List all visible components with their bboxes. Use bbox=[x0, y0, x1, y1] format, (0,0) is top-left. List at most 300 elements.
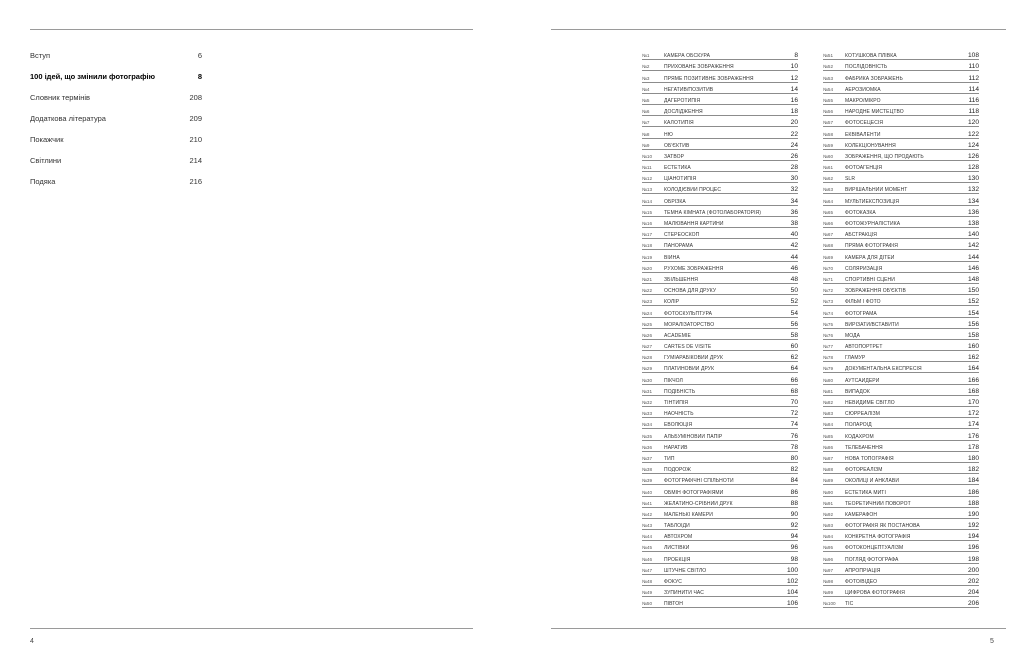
idea-page: 150 bbox=[967, 287, 979, 295]
idea-page: 20 bbox=[790, 119, 798, 127]
idea-row bbox=[823, 217, 979, 228]
idea-title: ПОГЛЯД ФОТОГРАФА bbox=[845, 556, 899, 563]
idea-title: ПІВТОН bbox=[664, 601, 683, 608]
idea-row bbox=[823, 127, 979, 138]
idea-number: №64 bbox=[823, 198, 834, 204]
idea-number: №86 bbox=[823, 444, 834, 450]
idea-number: №75 bbox=[823, 321, 834, 327]
idea-number: №4 bbox=[642, 86, 650, 92]
idea-row bbox=[642, 49, 798, 60]
idea-title: КОЛІР bbox=[664, 299, 680, 306]
idea-row bbox=[823, 407, 979, 418]
toc-entry-page: 8 bbox=[197, 72, 202, 81]
idea-row bbox=[642, 183, 798, 194]
idea-title: СПОРТИВНІ СЦЕНИ bbox=[845, 276, 895, 283]
idea-number: №65 bbox=[823, 209, 834, 215]
idea-page: 24 bbox=[790, 141, 798, 149]
idea-row bbox=[642, 552, 798, 563]
idea-row bbox=[823, 250, 979, 261]
idea-page: 100 bbox=[786, 566, 798, 574]
idea-row bbox=[642, 407, 798, 418]
idea-title: ОСНОВА ДЛЯ ДРУКУ bbox=[664, 288, 717, 295]
idea-row bbox=[642, 284, 798, 295]
idea-page: 32 bbox=[790, 186, 798, 194]
idea-number: №7 bbox=[642, 120, 650, 126]
idea-title: СТЕРЕОСКОП bbox=[664, 232, 700, 239]
idea-number: №73 bbox=[823, 299, 834, 305]
idea-number: №33 bbox=[642, 411, 653, 417]
idea-title: ПОЛАРОЇД bbox=[845, 422, 872, 429]
idea-number: №84 bbox=[823, 422, 834, 428]
idea-number: №79 bbox=[823, 366, 834, 372]
idea-title: ВІЙНА bbox=[664, 254, 680, 261]
idea-page: 82 bbox=[790, 466, 798, 474]
idea-row bbox=[642, 385, 798, 396]
idea-page: 48 bbox=[790, 275, 798, 283]
idea-number: №74 bbox=[823, 310, 834, 316]
toc-entry-title: Вступ bbox=[30, 51, 51, 60]
idea-title: ТІНТИПІЯ bbox=[664, 400, 689, 406]
idea-title: ACADÉMIE bbox=[664, 332, 691, 339]
idea-number: №41 bbox=[642, 500, 653, 506]
idea-title: ПОСЛІДОВНІСТЬ bbox=[845, 64, 888, 71]
idea-row bbox=[823, 385, 979, 396]
idea-number: №62 bbox=[823, 176, 834, 182]
idea-page: 92 bbox=[790, 522, 798, 530]
idea-title: ФОТОАГЕНЦІЯ bbox=[845, 165, 883, 172]
idea-title: НЮ bbox=[664, 131, 673, 138]
idea-title: АПРОПРІАЦІЯ bbox=[845, 567, 881, 574]
idea-page: 42 bbox=[790, 242, 798, 250]
idea-number: №36 bbox=[642, 444, 653, 450]
idea-page: 142 bbox=[967, 242, 979, 250]
idea-title: ЗБІЛЬШЕННЯ bbox=[664, 276, 699, 283]
idea-title: РУХОМЕ ЗОБРАЖЕННЯ bbox=[664, 265, 724, 272]
idea-page: 94 bbox=[790, 533, 798, 541]
idea-row bbox=[642, 116, 798, 127]
idea-row bbox=[642, 396, 798, 407]
idea-page: 154 bbox=[967, 309, 979, 317]
idea-title: ФОТОГРАМА bbox=[845, 310, 877, 317]
idea-number: №87 bbox=[823, 455, 834, 461]
idea-number: №20 bbox=[642, 265, 653, 271]
idea-number: №35 bbox=[642, 433, 653, 439]
idea-page: 104 bbox=[786, 589, 798, 597]
idea-row bbox=[823, 575, 979, 586]
idea-title: ФАБРИКА ЗОБРАЖЕНЬ bbox=[845, 75, 903, 82]
idea-title: МУЛЬТИЕКСПОЗИЦІЯ bbox=[845, 198, 900, 205]
idea-page: 74 bbox=[790, 421, 798, 429]
idea-row bbox=[823, 228, 979, 239]
idea-number: №2 bbox=[642, 64, 650, 70]
toc-entry bbox=[30, 154, 202, 175]
toc-entry bbox=[30, 112, 202, 133]
idea-page: 90 bbox=[790, 510, 798, 518]
idea-title: ВИПАДОК bbox=[845, 388, 870, 395]
idea-title: ОКОЛИЦІ Й АНКЛАВИ bbox=[845, 478, 900, 485]
idea-number: №15 bbox=[642, 209, 653, 215]
idea-row bbox=[823, 530, 979, 541]
idea-title: ОБРІЗКА bbox=[664, 198, 686, 205]
idea-number: №51 bbox=[823, 53, 834, 59]
idea-number: №45 bbox=[642, 545, 653, 551]
idea-number: №1 bbox=[642, 53, 650, 59]
idea-page: 138 bbox=[967, 220, 979, 227]
idea-number: №81 bbox=[823, 388, 834, 394]
idea-page: 12 bbox=[790, 74, 798, 82]
idea-title: ДОСЛІДЖЕННЯ bbox=[664, 109, 703, 116]
idea-page: 130 bbox=[967, 175, 979, 183]
idea-row bbox=[823, 295, 979, 306]
idea-page: 136 bbox=[967, 208, 979, 216]
idea-row bbox=[642, 441, 798, 452]
idea-title: НАРАТИВ bbox=[664, 444, 688, 451]
idea-row bbox=[823, 161, 979, 172]
idea-row bbox=[642, 586, 798, 597]
idea-number: №6 bbox=[642, 109, 650, 115]
idea-title: ГЛАМУР bbox=[845, 355, 866, 362]
toc-entry-title: 100 ідей, що змінили фотографію bbox=[30, 72, 155, 81]
idea-page: 38 bbox=[790, 220, 798, 227]
idea-number: №71 bbox=[823, 276, 834, 282]
idea-title: ВИРІЗАТИ/ВСТАВИТИ bbox=[845, 321, 899, 328]
idea-title: ФОТОСКУЛЬПТУРА bbox=[664, 310, 713, 317]
idea-row bbox=[823, 239, 979, 250]
idea-title: ПРОЕКЦІЯ bbox=[664, 556, 691, 563]
idea-number: №97 bbox=[823, 567, 834, 573]
idea-title: КОНКРЕТНА ФОТОГРАФІЯ bbox=[845, 534, 911, 541]
idea-row bbox=[642, 508, 798, 519]
idea-title: НЕВИДИМЕ СВІТЛО bbox=[845, 400, 895, 406]
idea-number: №67 bbox=[823, 232, 834, 238]
idea-row bbox=[823, 94, 979, 105]
idea-row bbox=[642, 105, 798, 116]
idea-title: ФОТОЖУРНАЛІСТИКА bbox=[845, 221, 901, 227]
toc-entry bbox=[30, 49, 202, 70]
idea-page: 200 bbox=[967, 566, 979, 574]
idea-number: №58 bbox=[823, 131, 834, 137]
idea-page: 102 bbox=[786, 578, 798, 585]
idea-row bbox=[642, 564, 798, 575]
idea-page: 126 bbox=[967, 152, 979, 160]
idea-row bbox=[823, 340, 979, 351]
idea-page: 96 bbox=[790, 544, 798, 552]
right-page bbox=[512, 0, 1024, 658]
idea-number: №54 bbox=[823, 86, 834, 92]
idea-row bbox=[823, 373, 979, 384]
idea-row bbox=[823, 519, 979, 530]
idea-page: 198 bbox=[967, 555, 979, 563]
idea-title: ЛИСТІВКИ bbox=[664, 545, 690, 552]
idea-title: ЖЕЛАТИНО-СРІБНИЙ ДРУК bbox=[664, 500, 733, 507]
idea-number: №34 bbox=[642, 422, 653, 428]
idea-number: №8 bbox=[642, 131, 650, 137]
idea-title: ТАБЛОЇДИ bbox=[664, 523, 690, 530]
idea-row bbox=[823, 463, 979, 474]
idea-page: 88 bbox=[790, 499, 798, 507]
idea-number: №26 bbox=[642, 332, 653, 338]
idea-page: 172 bbox=[967, 410, 979, 418]
idea-page: 64 bbox=[790, 365, 798, 373]
idea-row bbox=[823, 474, 979, 485]
idea-row bbox=[823, 497, 979, 508]
idea-title: ПЛАТИНОВИЙ ДРУК bbox=[664, 366, 715, 373]
idea-row bbox=[642, 83, 798, 94]
toc-entry-title: Подяка bbox=[30, 177, 56, 186]
idea-number: №90 bbox=[823, 489, 834, 495]
idea-row bbox=[642, 575, 798, 586]
idea-number: №70 bbox=[823, 265, 834, 271]
idea-page: 192 bbox=[967, 522, 979, 530]
idea-number: №88 bbox=[823, 467, 834, 473]
idea-number: №49 bbox=[642, 590, 653, 596]
idea-number: №52 bbox=[823, 64, 834, 70]
idea-number: №19 bbox=[642, 254, 653, 260]
idea-title: КАЛОТИПІЯ bbox=[664, 120, 694, 127]
idea-page: 40 bbox=[790, 231, 798, 239]
idea-number: №72 bbox=[823, 288, 834, 294]
idea-page: 188 bbox=[967, 499, 979, 507]
ideas-column-2 bbox=[823, 49, 979, 608]
idea-page: 196 bbox=[967, 544, 979, 552]
idea-row bbox=[642, 206, 798, 217]
idea-page: 26 bbox=[790, 152, 798, 160]
idea-title: АЕРОЗЙОМКА bbox=[845, 86, 881, 93]
idea-title: ПРЯМА ФОТОГРАФІЯ bbox=[845, 243, 899, 250]
idea-number: №44 bbox=[642, 534, 653, 540]
idea-number: №99 bbox=[823, 590, 834, 596]
idea-row bbox=[823, 418, 979, 429]
idea-number: №78 bbox=[823, 355, 834, 361]
idea-title: ДАГЕРОТИПІЯ bbox=[664, 97, 701, 104]
idea-title: ЦИФРОВА ФОТОГРАФІЯ bbox=[845, 590, 905, 597]
idea-title: ДОКУМЕНТАЛЬНА ЕКСПРЕСІЯ bbox=[845, 366, 922, 373]
idea-row bbox=[642, 262, 798, 273]
idea-title: ЗОБРАЖЕННЯ, ЩО ПРОДАЮТЬ bbox=[845, 153, 924, 160]
idea-row bbox=[823, 262, 979, 273]
idea-page: 44 bbox=[790, 253, 798, 261]
idea-number: №29 bbox=[642, 366, 653, 372]
idea-title: СОЛЯРИЗАЦІЯ bbox=[845, 265, 883, 272]
idea-page: 204 bbox=[967, 589, 979, 597]
idea-row bbox=[642, 60, 798, 71]
idea-number: №23 bbox=[642, 299, 653, 305]
idea-row bbox=[823, 284, 979, 295]
idea-number: №18 bbox=[642, 243, 653, 249]
idea-title: МАЛЕНЬКІ КАМЕРИ bbox=[664, 511, 713, 518]
idea-title: ФІЛЬМ І ФОТО bbox=[845, 299, 881, 306]
table-of-contents bbox=[30, 49, 202, 196]
idea-page: 178 bbox=[967, 443, 979, 451]
idea-row bbox=[823, 441, 979, 452]
idea-number: №39 bbox=[642, 478, 653, 484]
idea-row bbox=[823, 150, 979, 161]
idea-page: 176 bbox=[967, 432, 979, 440]
idea-title: ФОТОГРАФІЯ ЯК ПОСТАНОВА bbox=[845, 523, 920, 530]
idea-page: 124 bbox=[967, 141, 979, 149]
idea-row bbox=[823, 172, 979, 183]
idea-page: 168 bbox=[967, 387, 979, 395]
idea-row bbox=[642, 418, 798, 429]
idea-number: №3 bbox=[642, 75, 650, 81]
idea-title: НАОЧНІСТЬ bbox=[664, 411, 694, 418]
toc-entry bbox=[30, 133, 202, 154]
idea-row bbox=[823, 552, 979, 563]
idea-page: 18 bbox=[790, 108, 798, 116]
idea-page: 54 bbox=[790, 309, 798, 317]
idea-row bbox=[823, 71, 979, 82]
idea-number: №83 bbox=[823, 411, 834, 417]
ideas-column-1 bbox=[642, 49, 798, 608]
idea-title: ЦІАНОТИПІЯ bbox=[664, 176, 697, 183]
idea-number: №14 bbox=[642, 198, 653, 204]
idea-row bbox=[642, 373, 798, 384]
idea-title: ФОТОКАЗКА bbox=[845, 209, 876, 216]
idea-number: №48 bbox=[642, 579, 653, 584]
idea-title: ПІКЧОЛ bbox=[664, 377, 683, 384]
idea-row bbox=[642, 71, 798, 82]
idea-title: ЗОБРАЖЕННЯ ОБ'ЄКТІВ bbox=[845, 288, 906, 295]
idea-title: TIC bbox=[845, 601, 854, 608]
idea-page: 52 bbox=[790, 298, 798, 306]
idea-row bbox=[642, 150, 798, 161]
idea-page: 110 bbox=[968, 63, 979, 71]
idea-number: №50 bbox=[642, 601, 653, 607]
idea-row bbox=[642, 519, 798, 530]
idea-page: 128 bbox=[967, 164, 979, 172]
idea-number: №69 bbox=[823, 254, 834, 260]
idea-title: ПРИХОВАНЕ ЗОБРАЖЕННЯ bbox=[664, 64, 734, 71]
idea-row bbox=[823, 49, 979, 60]
idea-row bbox=[642, 530, 798, 541]
idea-title: ТИП bbox=[664, 455, 675, 462]
idea-page: 62 bbox=[790, 354, 798, 362]
idea-row bbox=[642, 497, 798, 508]
top-rule bbox=[551, 29, 1006, 30]
idea-number: №10 bbox=[642, 153, 653, 159]
idea-row bbox=[823, 194, 979, 205]
idea-row bbox=[823, 597, 979, 608]
idea-title: ТЕЛЕБАЧЕННЯ bbox=[845, 444, 883, 451]
idea-page: 50 bbox=[790, 287, 798, 295]
idea-number: №32 bbox=[642, 400, 653, 405]
idea-page: 180 bbox=[967, 454, 979, 462]
idea-number: №5 bbox=[642, 97, 650, 103]
idea-page: 116 bbox=[968, 96, 979, 104]
idea-page: 122 bbox=[967, 130, 979, 138]
idea-number: №11 bbox=[642, 165, 652, 171]
idea-row bbox=[642, 239, 798, 250]
idea-page: 70 bbox=[790, 399, 798, 406]
idea-page: 120 bbox=[967, 119, 979, 127]
idea-title: АБСТРАКЦІЯ bbox=[845, 232, 878, 239]
idea-row bbox=[823, 318, 979, 329]
idea-number: №16 bbox=[642, 221, 653, 226]
idea-row bbox=[823, 139, 979, 150]
idea-page: 58 bbox=[790, 331, 798, 339]
idea-page: 206 bbox=[967, 600, 979, 608]
toc-entry-title: Словник термінів bbox=[30, 93, 91, 102]
idea-row bbox=[642, 161, 798, 172]
idea-title: ФОКУС bbox=[664, 579, 682, 585]
idea-number: №89 bbox=[823, 478, 834, 484]
idea-title: МОРАЛІЗАТОРСТВО bbox=[664, 321, 715, 328]
idea-row bbox=[823, 329, 979, 340]
idea-row bbox=[823, 586, 979, 597]
idea-page: 174 bbox=[967, 421, 979, 429]
idea-number: №55 bbox=[823, 97, 834, 103]
idea-row bbox=[823, 564, 979, 575]
idea-page: 106 bbox=[786, 600, 798, 608]
idea-number: №21 bbox=[642, 276, 653, 282]
toc-entry bbox=[30, 91, 202, 112]
idea-row bbox=[642, 541, 798, 552]
idea-page: 86 bbox=[790, 488, 798, 496]
idea-page: 140 bbox=[967, 231, 979, 239]
idea-page: 152 bbox=[967, 298, 979, 306]
idea-title: ВИРІШАЛЬНИЙ МОМЕНТ bbox=[845, 187, 908, 194]
idea-page: 66 bbox=[790, 376, 798, 384]
idea-number: №59 bbox=[823, 142, 834, 148]
idea-title: КОЛОДІЄВИЙ ПРОЦЕС bbox=[664, 187, 722, 194]
idea-title: ПОДОРОЖ bbox=[664, 467, 691, 474]
idea-row bbox=[642, 351, 798, 362]
idea-title: ПОДІБНІСТЬ bbox=[664, 388, 696, 395]
idea-number: №46 bbox=[642, 556, 653, 562]
idea-page: 80 bbox=[790, 454, 798, 462]
bottom-rule bbox=[551, 628, 1006, 629]
idea-page: 182 bbox=[967, 466, 979, 474]
page-number: 5 bbox=[990, 638, 994, 645]
idea-title: КАМЕРА ДЛЯ ДІТЕЙ bbox=[845, 254, 895, 261]
idea-row bbox=[642, 295, 798, 306]
idea-page: 202 bbox=[967, 578, 979, 585]
idea-title: КОЛЕКЦІОНУВАННЯ bbox=[845, 142, 896, 149]
toc-entry-page: 6 bbox=[197, 51, 202, 60]
idea-title: МАКРО/МІКРО bbox=[845, 97, 881, 104]
idea-page: 78 bbox=[790, 443, 798, 451]
idea-number: №80 bbox=[823, 377, 834, 383]
idea-title: АЛЬБУМІНОВИЙ ПАПІР bbox=[664, 433, 723, 440]
toc-entry-title: Світлини bbox=[30, 156, 62, 165]
idea-page: 164 bbox=[967, 365, 979, 373]
idea-title: CARTES DE VISITE bbox=[664, 344, 712, 351]
idea-title: ГУМІАРАБІКОВИЙ ДРУК bbox=[664, 355, 724, 362]
idea-row bbox=[642, 273, 798, 284]
idea-title: ТЕОРЕТИЧНИЙ ПОВОРОТ bbox=[845, 500, 911, 507]
idea-page: 184 bbox=[967, 477, 979, 485]
idea-title: МОДА bbox=[845, 332, 861, 339]
idea-row bbox=[823, 83, 979, 94]
idea-title: ФОТОГРАФІЧНІ СПІЛЬНОТИ bbox=[664, 478, 734, 485]
idea-title: КАМЕРАФОН bbox=[845, 511, 878, 518]
idea-number: №91 bbox=[823, 500, 834, 506]
idea-title: ЕСТЕТИКА bbox=[664, 165, 691, 172]
idea-number: №53 bbox=[823, 75, 834, 81]
idea-number: №37 bbox=[642, 455, 653, 461]
idea-row bbox=[823, 351, 979, 362]
idea-page: 194 bbox=[967, 533, 979, 541]
idea-title: НЕГАТИВ/ПОЗИТИВ bbox=[664, 86, 714, 93]
idea-page: 144 bbox=[967, 253, 979, 261]
toc-entry-title: Покажчик bbox=[30, 135, 64, 144]
idea-row bbox=[823, 485, 979, 496]
idea-number: №25 bbox=[642, 321, 653, 327]
idea-row bbox=[642, 463, 798, 474]
idea-row bbox=[642, 228, 798, 239]
idea-page: 16 bbox=[790, 96, 798, 104]
idea-row bbox=[823, 116, 979, 127]
